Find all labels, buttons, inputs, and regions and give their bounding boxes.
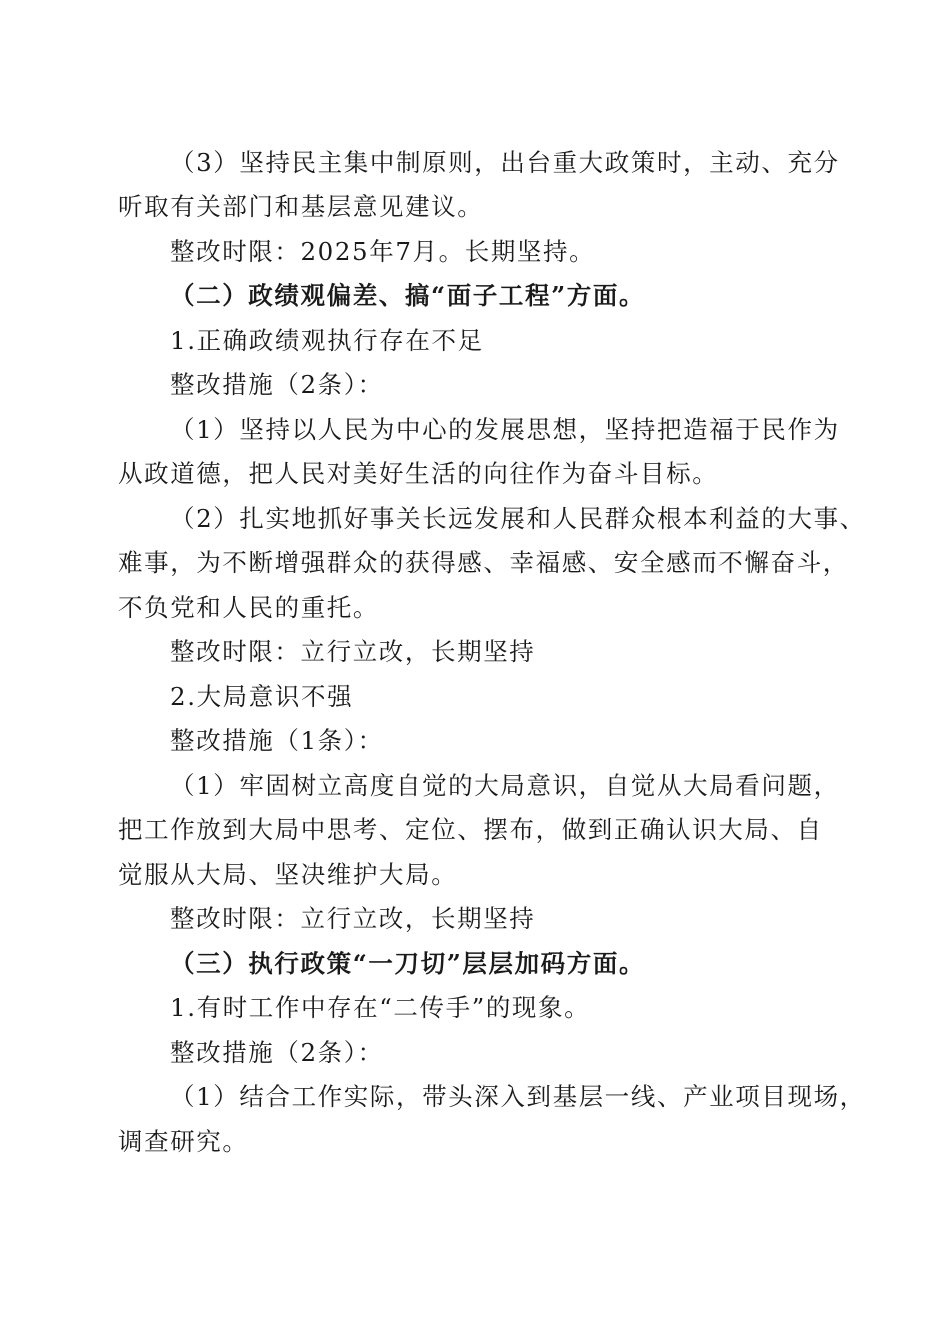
paragraph-line: 难事，为不断增强群众的获得感、幸福感、安全感而不懈奋斗， [118,548,849,577]
paragraph-line: （1）牢固树立高度自觉的大局意识，自觉从大局看问题， [170,771,840,800]
paragraph-line: （1）坚持以人民为中心的发展思想，坚持把造福于民作为 [170,415,840,444]
paragraph-line: （2）扎实地抓好事关长远发展和人民群众根本利益的大事、 [170,504,866,533]
paragraph-line: 不负党和人民的重托。 [118,593,379,622]
paragraph-line: 调查研究。 [118,1127,249,1156]
paragraph-line: 从政道德，把人民对美好生活的向往作为奋斗目标。 [118,459,719,488]
measures-heading: 整改措施（1条）： [170,726,384,755]
section-heading: （三）执行政策“一刀切”层层加码方面。 [170,949,646,978]
paragraph-line: （1）结合工作实际，带头深入到基层一线、产业项目现场， [170,1082,866,1111]
paragraph-line: 觉服从大局、坚决维护大局。 [118,860,458,889]
measures-heading: 整改措施（2条）： [170,1038,384,1067]
measures-heading: 整改措施（2条）： [170,370,384,399]
paragraph-line: 把工作放到大局中思考、定位、摆布，做到正确认识大局、自 [118,815,823,844]
issue-heading: 1.正确政绩观执行存在不足 [170,326,484,355]
paragraph-line: 听取有关部门和基层意见建议。 [118,192,484,221]
issue-heading: 2.大局意识不强 [170,682,354,711]
deadline-line: 整改时限：2025年7月。长期坚持。 [170,237,596,266]
section-heading: （二）政绩观偏差、搞“面子工程”方面。 [170,281,646,310]
issue-heading: 1.有时工作中存在“二传手”的现象。 [170,993,591,1022]
deadline-line: 整改时限：立行立改，长期坚持 [170,904,536,933]
deadline-line: 整改时限：立行立改，长期坚持 [170,637,536,666]
paragraph-line: （3）坚持民主集中制原则，出台重大政策时，主动、充分 [170,148,840,177]
